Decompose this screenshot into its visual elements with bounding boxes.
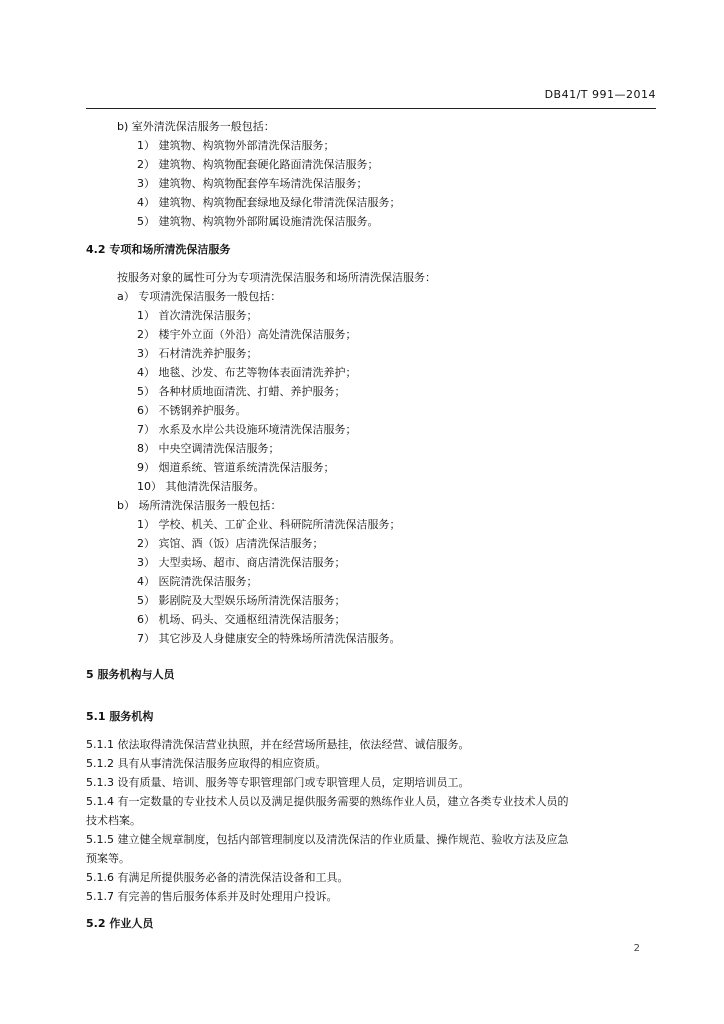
list-item: 1） 学校、机关、工矿企业、科研院所清洗保洁服务； (137, 518, 401, 531)
page-number: 2 (633, 943, 640, 954)
clause-continuation: 预案等。 (86, 852, 130, 865)
list-item: 4） 地毯、沙发、布艺等物体表面清洗养护； (137, 366, 357, 379)
list-item: 2） 楼宇外立面（外沿）高处清洗保洁服务； (137, 328, 357, 341)
list-item: 1） 首次清洗保洁服务； (137, 309, 258, 322)
list-item: 3） 建筑物、构筑物配套停车场清洗保洁服务； (137, 177, 368, 190)
list-item: 9） 烟道系统、管道系统清洗保洁服务； (137, 461, 335, 474)
list-item: 5） 各种材质地面清洗、打蜡、养护服务； (137, 385, 346, 398)
section-heading-5-2: 5.2 作业人员 (86, 917, 154, 930)
list-item: 2） 宾馆、酒（饭）店清洗保洁服务； (137, 537, 324, 550)
list-item: 1） 建筑物、构筑物外部清洗保洁服务； (137, 139, 335, 152)
clause: 5.1.2 具有从事清洗保洁服务应取得的相应资质。 (86, 757, 327, 770)
list-item: 3） 大型卖场、超市、商店清洗保洁服务； (137, 556, 346, 569)
section-heading-4-2: 4.2 专项和场所清洗保洁服务 (86, 243, 231, 256)
clause-continuation: 技术档案。 (86, 814, 141, 827)
list-a-intro: a） 专项清洗保洁服务一般包括： (117, 290, 282, 303)
list-item: 6） 机场、码头、交通枢纽清洗保洁服务； (137, 613, 346, 626)
list-item: 7） 水系及水岸公共设施环境清洗保洁服务； (137, 423, 357, 436)
list-item: 3） 石材清洗养护服务； (137, 347, 258, 360)
list-item: 4） 医院清洗保洁服务； (137, 575, 258, 588)
list-item: 5） 建筑物、构筑物外部附属设施清洗保洁服务。 (137, 215, 379, 228)
clause: 5.1.6 有满足所提供服务必备的清洗保洁设备和工具。 (86, 871, 349, 884)
section-heading-5: 5 服务机构与人员 (86, 668, 175, 681)
list-item: 8） 中央空调清洗保洁服务； (137, 442, 280, 455)
document-code: DB41/T 991—2014 (544, 88, 656, 101)
clause: 5.1.3 设有质量、培训、服务等专职管理部门或专职管理人员，定期培训员工。 (86, 776, 470, 789)
list-item: 10） 其他清洗保洁服务。 (137, 480, 265, 493)
clause: 5.1.7 有完善的售后服务体系并及时处理用户投诉。 (86, 890, 338, 903)
clause: 5.1.5 建立健全规章制度，包括内部管理制度以及清洗保洁的作业质量、操作规范、验收方法及应急 (86, 833, 569, 846)
outdoor-intro: b) 室外清洗保洁服务一般包括： (117, 120, 275, 133)
clause: 5.1.4 有一定数量的专业技术人员以及满足提供服务需要的熟练作业人员，建立各类专业技术人员的 (86, 795, 569, 808)
list-item: 6） 不锈钢养护服务。 (137, 404, 247, 417)
section-intro: 按服务对象的属性可分为专项清洗保洁服务和场所清洗保洁服务： (117, 271, 436, 284)
list-item: 4） 建筑物、构筑物配套绿地及绿化带清洗保洁服务； (137, 196, 401, 209)
header-rule (86, 108, 656, 109)
list-b-intro: b） 场所清洗保洁服务一般包括： (117, 499, 282, 512)
list-item: 7） 其它涉及人身健康安全的特殊场所清洗保洁服务。 (137, 632, 401, 645)
list-item: 2） 建筑物、构筑物配套硬化路面清洗保洁服务； (137, 158, 379, 171)
clause: 5.1.1 依法取得清洗保洁营业执照，并在经营场所悬挂，依法经营、诚信服务。 (86, 738, 470, 751)
section-heading-5-1: 5.1 服务机构 (86, 710, 154, 723)
list-item: 5） 影剧院及大型娱乐场所清洗保洁服务； (137, 594, 346, 607)
